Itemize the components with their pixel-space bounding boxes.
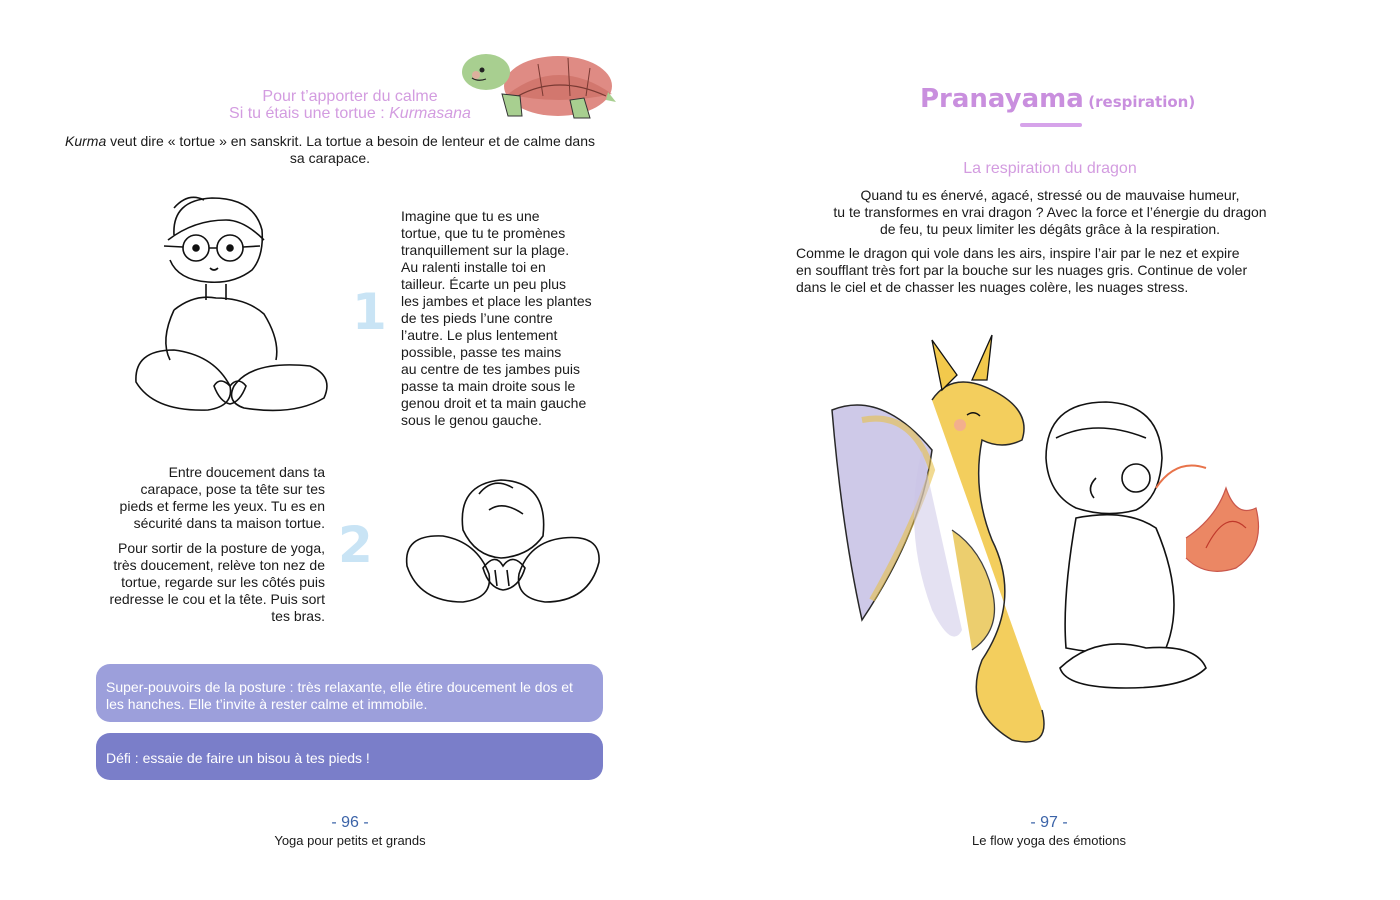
turtle-title-prefix: Si tu étais une tortue :: [229, 105, 390, 122]
step-2-number: 2: [338, 516, 373, 574]
intro-italic: Kurma: [65, 133, 107, 149]
bowing-child-illustration: [403, 470, 603, 610]
intro-rest: veut dire « tortue » en sanskrit. La tortue a besoin de lenteur et de calme dans sa carapace.: [106, 133, 595, 166]
subheading: La respiration du dragon: [963, 160, 1137, 177]
section-heading: [920, 84, 1240, 114]
turtle-title-line2: [130, 105, 570, 122]
heading-underline: [1020, 123, 1082, 127]
fire-breath-illustration: [1036, 398, 1276, 698]
paragraph-1: Quand tu es énervé, agacé, stressé ou de mauvaise humeur, tu te transformes en vrai dragon ? Avec la force et l’énergie du dragon de feu, tu peux limiter les dégâts grâce à la respiration.: [833, 187, 1267, 237]
step-2-text-entry: Entre doucement dans ta carapace, pose ta tête sur tes pieds et ferme les yeux. Tu es en sécurité dans ta maison tortue.: [119, 464, 325, 531]
step-2-text-exit: Pour sortir de la posture de yoga, très doucement, relève ton nez de tortue, regarde sur les côtés puis redresse le cou et la tête. Puis sort tes bras.: [109, 540, 325, 624]
heading-sub: (respiration): [1088, 93, 1196, 111]
intro-text: [60, 133, 600, 167]
super-powers-box: Super-pouvoirs de la posture : très relaxante, elle étire doucement le dos et les hanches. Elle t’invite à rester calme et immobile.: [96, 664, 603, 722]
meditating-child-illustration: [134, 190, 334, 420]
right-page: [700, 0, 1400, 900]
footer-right: Le flow yoga des émotions: [972, 833, 1126, 848]
turtle-title: [130, 88, 570, 122]
turtle-title-line1: Pour t’apporter du calme: [262, 88, 438, 105]
page-number-left: - 96 -: [331, 814, 369, 831]
paragraph-2: Comme le dragon qui vole dans les airs, inspire l’air par le nez et expire en soufflant très fort par la bouche sur les nuages gris. Continue de voler dans le ciel et de chasser les nuages colère, les nuages stress.: [796, 245, 1248, 295]
step-1-text: Imagine que tu es une tortue, que tu te promènes tranquillement sur la plage. Au ralenti installe toi en tailleur. Écarte un peu plus les jambes et place les plantes de tes pieds l’une contre l’autre. Le plus lentement possible, passe tes mains au centre de tes jambes puis passe ta main droite sous le genou droit et ta main gauche sous le genou gauche.: [401, 208, 592, 428]
challenge-box: Défi : essaie de faire un bisou à tes pieds !: [96, 733, 603, 780]
footer-left: Yoga pour petits et grands: [274, 833, 426, 848]
step-1-number: 1: [352, 283, 387, 341]
heading-main: Pranayama: [920, 84, 1084, 114]
turtle-title-pose: Kurmasana: [389, 105, 471, 122]
page-number-right: - 97 -: [1030, 814, 1068, 831]
